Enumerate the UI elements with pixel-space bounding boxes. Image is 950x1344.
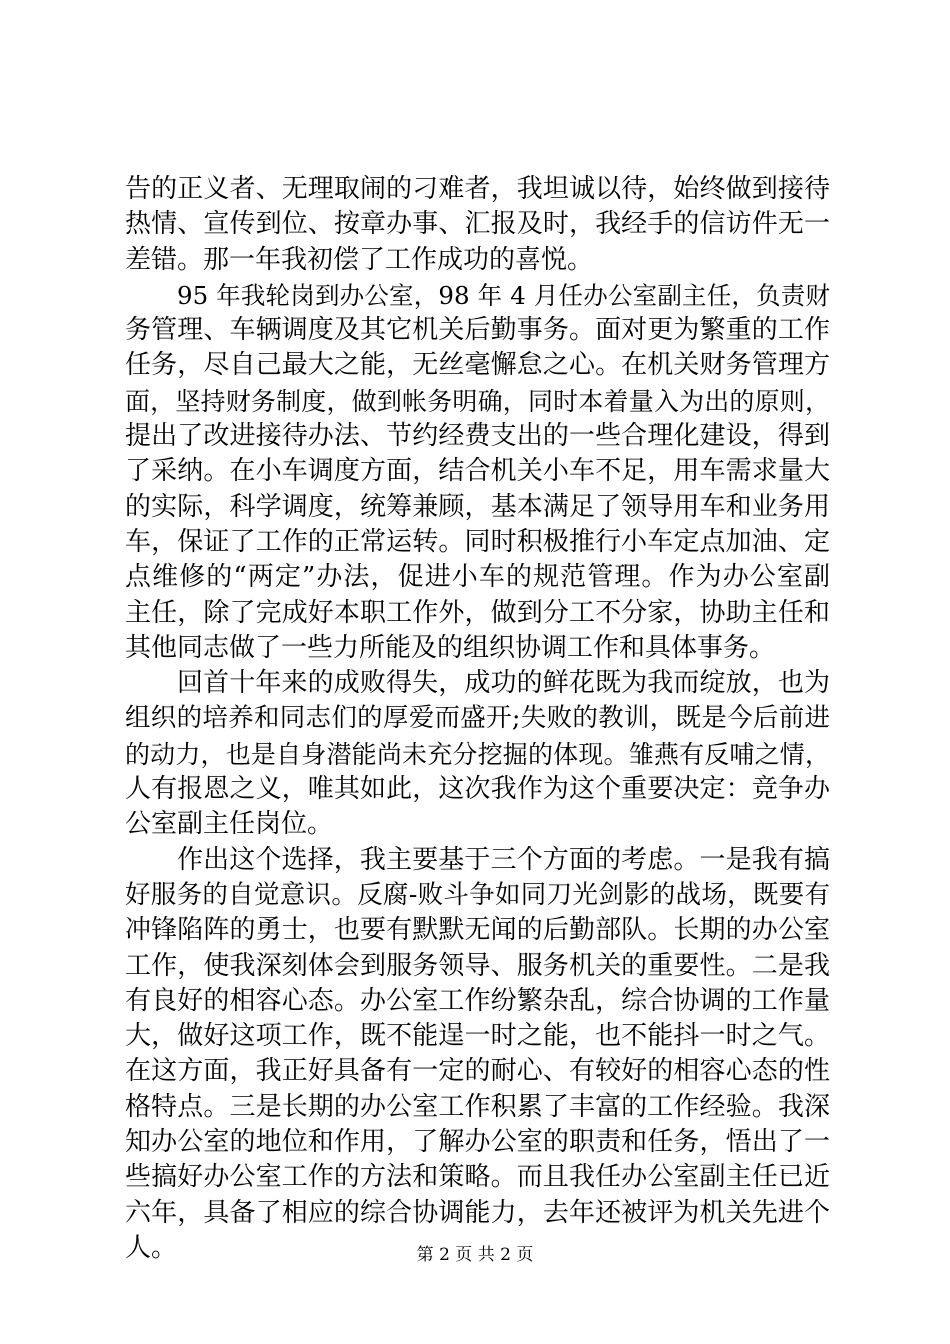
- text-line: 好服务的自觉意识。反腐-败斗争如同刀光剑影的战场，既要有: [125, 879, 830, 910]
- text-line: 了采纳。在小车调度方面，结合机关小车不足，用车需求量大: [125, 456, 830, 487]
- text-line: 提出了改进接待办法、节约经费支出的一些合理化建设，得到: [125, 421, 830, 452]
- text-line: 95 年我轮岗到办公室，98 年 4 月任办公室副主任，负责财: [177, 280, 830, 310]
- text-line: 的动力，也是自身潜能尚未充分挖掘的体现。雏燕有反哺之情，: [125, 739, 830, 769]
- text-line: 大，做好这项工作，既不能逞一时之能，也不能抖一时之气。: [125, 1021, 830, 1052]
- text-line: 有良好的相容心态。办公室工作纷繁杂乱，综合协调的工作量: [125, 985, 830, 1016]
- text-line: 车，保证了工作的正常运转。同时积极推行小车定点加油、定: [125, 526, 830, 557]
- text-line: 六年，具备了相应的综合协调能力，去年还被评为机关先进个: [125, 1197, 830, 1228]
- text-line: 点维修的“两定”办法，促进小车的规范管理。作为办公室副: [125, 562, 830, 593]
- text-line: 在这方面，我正好具备有一定的耐心、有较好的相容心态的性: [125, 1056, 830, 1087]
- text-line: 回首十年来的成败得失，成功的鲜花既为我而绽放，也为: [177, 668, 830, 699]
- text-line: 面，坚持财务制度，做到帐务明确，同时本着量入为出的原则，: [125, 386, 830, 416]
- paragraph: [125, 843, 830, 1267]
- text-line: 人。: [125, 1232, 178, 1263]
- paragraph: [125, 278, 830, 666]
- paragraph: [125, 666, 830, 842]
- paragraph: [125, 172, 830, 278]
- text-line: 主任，除了完成好本职工作外，做到分工不分家，协助主任和: [125, 597, 830, 628]
- text-line: 务管理、车辆调度及其它机关后勤事务。面对更为繁重的工作: [125, 315, 830, 346]
- text-line: 差错。那一年我初偿了工作成功的喜悦。: [125, 244, 594, 275]
- text-line: 作出这个选择，我主要基于三个方面的考虑。一是我有搞: [177, 844, 830, 875]
- text-line: 公室副主任岗位。: [125, 809, 334, 840]
- document-body: [125, 172, 830, 1266]
- text-line: 人有报恩之义，唯其如此，这次我作为这个重要决定：竞争办: [125, 774, 830, 805]
- text-line: 的实际，科学调度，统筹兼顾，基本满足了领导用车和业务用: [125, 491, 830, 522]
- page-footer: 第 2 页 共 2 页: [416, 1245, 534, 1265]
- text-line: 冲锋陷阵的勇士，也要有默默无闻的后勤部队。长期的办公室: [125, 915, 830, 946]
- text-line: 热情、宣传到位、按章办事、汇报及时，我经手的信访件无一: [125, 209, 830, 240]
- text-line: 工作，使我深刻体会到服务领导、服务机关的重要性。二是我: [125, 950, 830, 981]
- text-line: 其他同志做了一些力所能及的组织协调工作和具体事务。: [125, 632, 776, 663]
- text-line: 告的正义者、无理取闹的刁难者，我坦诚以待，始终做到接待: [125, 174, 830, 204]
- text-line: 任务，尽自己最大之能，无丝毫懈怠之心。在机关财务管理方: [125, 350, 830, 381]
- text-line: 些搞好办公室工作的方法和策略。而且我任办公室副主任已近: [125, 1162, 830, 1193]
- text-line: 组织的培养和同志们的厚爱而盛开;失败的教训，既是今后前进: [125, 703, 830, 734]
- text-line: 知办公室的地位和作用，了解办公室的职责和任务，悟出了一: [125, 1127, 830, 1158]
- text-line: 格特点。三是长期的办公室工作积累了丰富的工作经验。我深: [125, 1091, 830, 1122]
